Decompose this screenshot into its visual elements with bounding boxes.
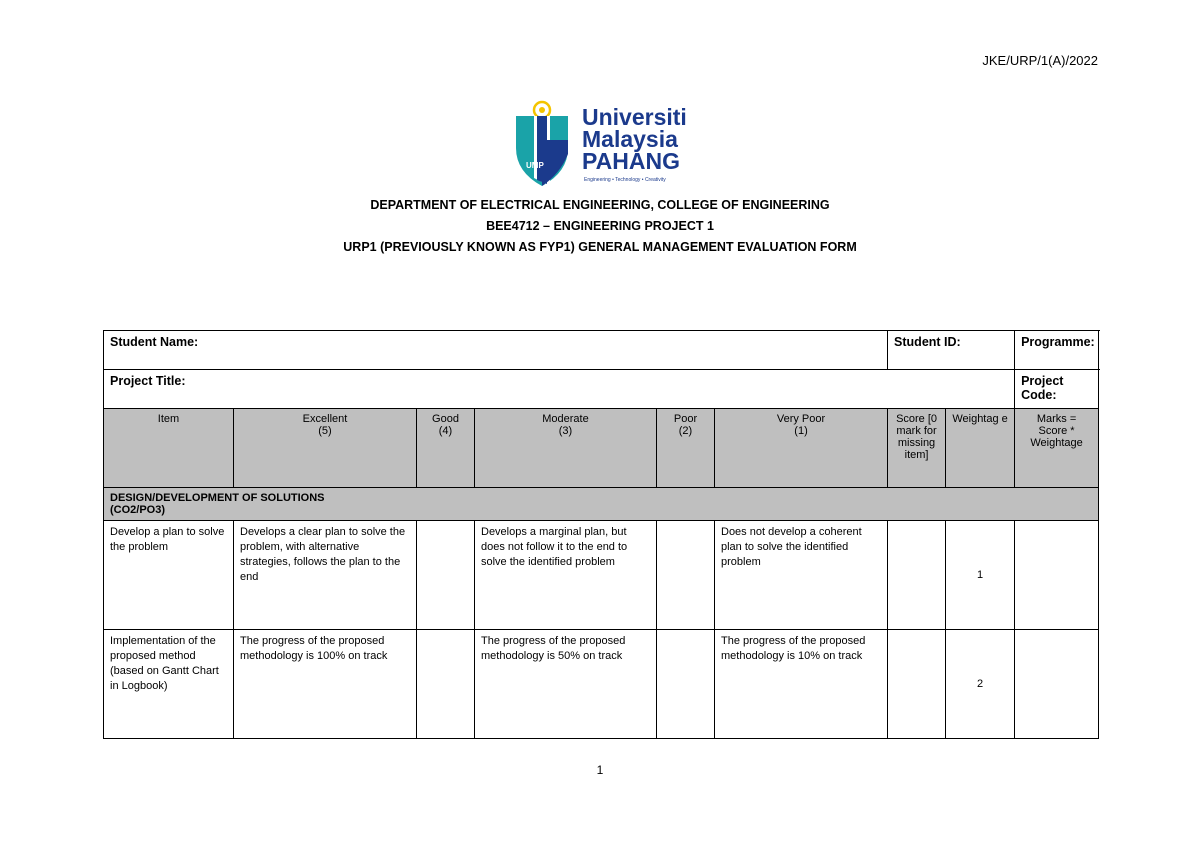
row-item: Develop a plan to solve the problem [104,521,234,630]
row-score[interactable] [888,521,946,630]
page-number: 1 [596,763,604,777]
col-marks: Marks = Score * Weightage [1015,409,1099,488]
department-heading: DEPARTMENT OF ELECTRICAL ENGINEERING, COLLEGE OF ENGINEERING [370,198,830,212]
row-good[interactable] [417,630,475,739]
col-excellent: Excellent (5) [234,409,417,488]
student-name-field[interactable]: Student Name: [104,331,888,370]
rubric-header-row [104,409,1099,488]
col-item: Item [104,409,234,488]
student-id-field[interactable]: Student ID: [888,331,1015,370]
university-tagline: Engineering • Technology • Creativity [584,177,666,183]
row-good[interactable] [417,521,475,630]
row-weightage: 1 [946,521,1015,630]
row-weightage: 2 [946,630,1015,739]
row-moderate: The progress of the proposed methodology is 50% on track [475,630,657,739]
table-row [104,630,1099,739]
row-moderate: Develops a marginal plan, but does not follow it to the end to solve the identified problem [475,521,657,630]
row-marks[interactable] [1015,521,1099,630]
course-heading: BEE4712 – ENGINEERING PROJECT 1 [486,219,714,233]
project-title-field[interactable]: Project Title: [104,370,1015,409]
row-excellent: The progress of the proposed methodology is 100% on track [234,630,417,739]
document-code: JKE/URP/1(A)/2022 [982,53,1098,68]
col-very-poor: Very Poor (1) [715,409,888,488]
university-name [582,106,687,172]
university-logo [512,100,692,190]
row-item: Implementation of the proposed method (based on Gantt Chart in Logbook) [104,630,234,739]
col-score: Score [0 mark for missing item] [888,409,946,488]
row-poor[interactable] [657,521,715,630]
col-poor: Poor (2) [657,409,715,488]
table-row [104,521,1099,630]
form-heading: URP1 (PREVIOUSLY KNOWN AS FYP1) GENERAL MANAGEMENT EVALUATION FORM [343,240,857,254]
project-code-field[interactable]: Project Code: [1015,370,1099,409]
university-name-line3: PAHANG [582,148,680,174]
university-name-line2: Malaysia [582,126,678,152]
row-very-poor: The progress of the proposed methodology is 10% on track [715,630,888,739]
row-poor[interactable] [657,630,715,739]
row-score[interactable] [888,630,946,739]
document-headings [0,195,1200,258]
programme-field[interactable]: Programme: [1015,331,1099,370]
logo-badge-text: UMP [526,161,544,170]
row-excellent: Develops a clear plan to solve the problem, with alternative strategies, follows the plan to the end [234,521,417,630]
col-good: Good (4) [417,409,475,488]
col-weightage: Weightag e [946,409,1015,488]
ump-shield-icon [512,100,578,190]
university-name-line1: Universiti [582,104,687,130]
row-very-poor: Does not develop a coherent plan to solve the identified problem [715,521,888,630]
evaluation-form-table [103,330,1099,739]
col-moderate: Moderate (3) [475,409,657,488]
section-title: DESIGN/DEVELOPMENT OF SOLUTIONS (CO2/PO3) [104,488,1099,521]
section-row [104,488,1099,521]
row-marks[interactable] [1015,630,1099,739]
